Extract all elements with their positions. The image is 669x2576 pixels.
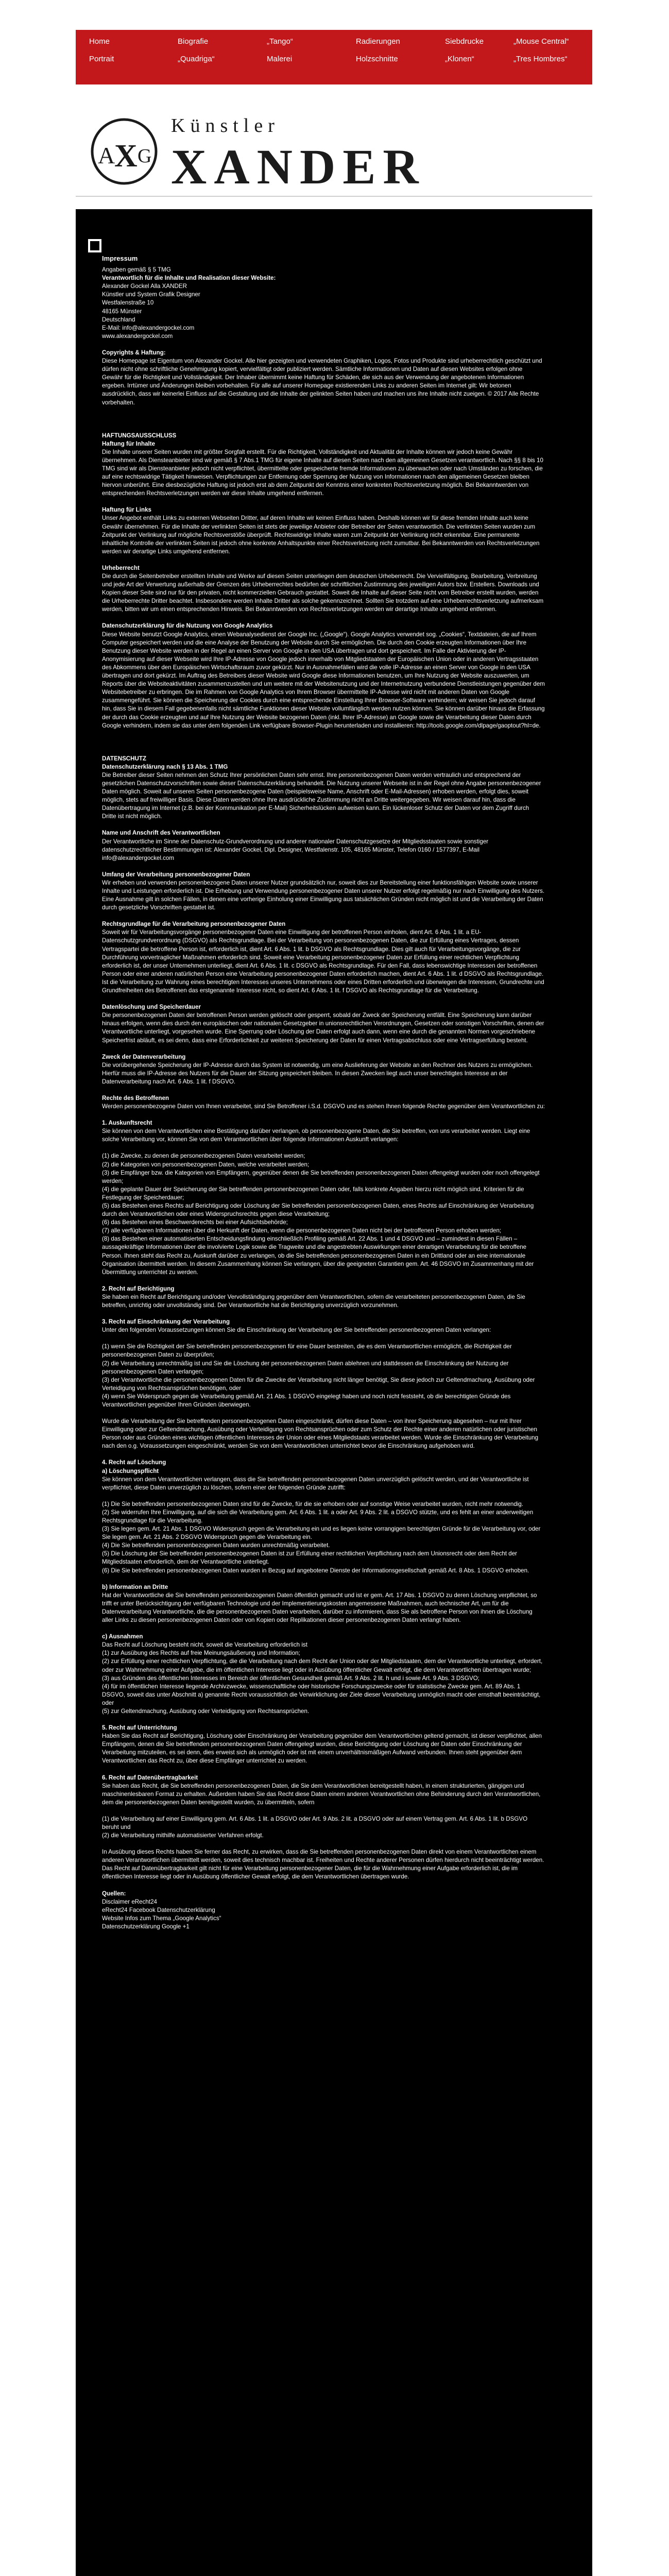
nav-item-malerei[interactable]: Malerei [267, 55, 293, 63]
list-item: (3) aus Gründen des öffentlichen Interesses im Bereich der öffentlichen Gesundheit gemäß Art. 9 Abs. 2 lit. h und i sowie Art. 9 Abs. 3 DSGVO; [102, 1674, 479, 1682]
nav-item-radierungen[interactable]: Radierungen [356, 37, 400, 46]
logo-emblem-icon [89, 116, 160, 187]
nav-row-2 [76, 55, 592, 70]
source-link[interactable]: eRecht24 Facebook Datenschutzerklärung [102, 1906, 215, 1913]
list-item: (3) Sie legen gem. Art. 21 Abs. 1 DSGVO Widerspruch gegen die Verarbeitung ein und es liegen keine vorrangigen berechtigten Gründe für die Verarbeitung vor, oder Sie legen gem. Art. 21 Abs. 2 DSGVO Widerspruch gegen die Verarbeitung ein. [102, 1526, 541, 1541]
rights-subheading: c) Ausnahmen [102, 1633, 143, 1640]
nav-item-tango[interactable]: „Tango“ [267, 37, 293, 46]
section-text: Diese Homepage ist Eigentum von Alexander Gockel. Alle hier gezeigten und verwendeten Graphiken, Logos, Fotos und Produkte sind urheberrechtlich geschützt und dürfen nicht ohne schriftliche Genehmigung kopiert, vervielfältigt oder publiziert werden. Sämtliche Informationen und Daten auf diesen Websites erfolgen ohne Gewähr für die Richtigkeit und Vollständigkeit. Der Inhaber übernimmt keine Haftung für Schäden, die sich aus der Verwendung der angebotenen Informationen ergeben. Irrtümer und Änderungen bleiben vorbehalten. Für alle auf unserer Homepage existierenden Links zu anderen Seiten im Internet gilt: Wir betonen ausdrücklich, dass wir keinerlei Einfluss auf die Gestaltung und die Inhalte der gelinkten Seiten haben und machen uns ihre Inhalte nicht zueigen. © 2017 Alle Rechte vorbehalten. [102, 358, 542, 406]
list-item: (2) die Verarbeitung mithilfe automatisierter Verfahren erfolgt. [102, 1832, 264, 1839]
impressum-line: Künstler und System Grafik Designer [102, 291, 200, 298]
nav-item-tres-hombres[interactable]: „Tres Hombres“ [513, 55, 568, 63]
section-text: Werden personenbezogene Daten von Ihnen verarbeitet, sind Sie Betroffener i.S.d. DSGVO und es stehen Ihnen folgende Rechte gegenüber dem Verantwortlichen zu: [102, 1103, 545, 1110]
svg-text:X: X [114, 139, 138, 174]
site-logo[interactable] [89, 116, 160, 187]
section-text: Das Recht auf Löschung besteht nicht, soweit die Verarbeitung erforderlich ist [102, 1641, 307, 1649]
list-item: (2) Sie widerrufen Ihre Einwilligung, auf die sich die Verarbeitung gem. Art. 6 Abs. 1 lit. a oder Art. 9 Abs. 2 lit. a DSGVO stützte, und es fehlt an einer anderweitigen Rechtsgrundlage für die Verarbeitung. [102, 1509, 534, 1524]
rights-subheading: b) Information an Dritte [102, 1583, 168, 1590]
list-item: (3) der Verantwortliche die personenbezogenen Daten für die Zwecke der Verarbeitung nicht länger benötigt, Sie diese jedoch zur Geltendmachung, Ausübung oder Verteidigung von Rechtsansprüchen benötigen, oder [102, 1376, 535, 1392]
email-link[interactable]: E-Mail: info@alexandergockel.com [102, 324, 195, 331]
section-heading: Zweck der Datenverarbeitung [102, 1053, 186, 1060]
section-text: Sie haben ein Recht auf Berichtigung und/oder Vervollständigung gegenüber dem Verantwortlichen, sofern die verarbeiteten personenbezogenen Daten, die Sie betreffen, unrichtig oder unvollständig sind. Der Verantwortliche hat die Berichtigung unverzüglich vorzunehmen. [102, 1293, 525, 1309]
list-item: (6) Die Sie betreffenden personenbezogenen Daten wurden in Bezug auf angebotene Dienste der Informationsgesellschaft gemäß Art. 8 Abs. 1 DSGVO erhoben. [102, 1567, 529, 1574]
section-heading: Umfang der Verarbeitung personenbezogener Daten [102, 871, 250, 878]
nav-item-klonen[interactable]: „Klonen“ [445, 55, 474, 63]
square-icon [88, 239, 101, 252]
list-item: (5) zur Geltendmachung, Ausübung oder Verteidigung von Rechtsansprüchen. [102, 1707, 310, 1715]
section-heading: Name und Anschrift des Verantwortlichen [102, 829, 220, 837]
site-title-kuenstler: Künstler [171, 115, 280, 137]
list-item: (2) zur Erfüllung einer rechtlichen Verpflichtung, die die Verarbeitung nach dem Recht der Union oder der Mitgliedstaaten, dem der Verantwortliche unterliegt, erfordert, oder zur Wahrnehmung einer Aufgabe, die im öffentlichen Interesse liegt oder in Ausübung öffentlicher Gewalt erfolgt, die dem Verantwortlichen übertragen wurde; [102, 1658, 543, 1673]
rights-heading: 3. Recht auf Einschränkung der Verarbeitung [102, 1318, 230, 1326]
section-text: Haben Sie das Recht auf Berichtigung, Löschung oder Einschränkung der Verarbeitung gegenüber dem Verantwortlichen geltend gemacht, ist dieser verpflichtet, allen Empfängern, denen die Sie betreffenden personenbezogenen Daten offengelegt wurden, diese Berichtigung oder Löschung der Daten oder Einschränkung der Verarbeitung mitzuteilen, es sei denn, dies erweist sich als unmöglich oder ist mit einem unverhältnismäßigen Aufwand verbunden. Ihnen steht gegenüber dem Verantwortlichen das Recht zu, über diese Empfänger unterrichtet zu werden. [102, 1733, 542, 1765]
section-text: Sie können von dem Verantwortlichen eine Bestätigung darüber verlangen, ob personenbezogene Daten, die Sie betreffen, von uns verarbeitet werden. Liegt eine solche Verarbeitung vor, können Sie von dem Verantwortlichen über folgende Informationen Auskunft verlangen: [102, 1128, 530, 1143]
section-heading: Quellen: [102, 1890, 126, 1897]
nav-item-mouse-central[interactable]: „Mouse Central“ [513, 37, 569, 46]
nav-item-biografie[interactable]: Biografie [178, 37, 209, 46]
section-heading: Urheberrecht [102, 564, 140, 571]
section-heading: Rechte des Betroffenen [102, 1094, 169, 1101]
rights-heading: 6. Recht auf Datenübertragbarkeit [102, 1774, 198, 1781]
svg-text:G: G [138, 145, 152, 167]
list-item: (4) Die Sie betreffenden personenbezogenen Daten wurden unrechtmäßig verarbeitet. [102, 1542, 330, 1549]
main-navigation [76, 30, 592, 84]
list-item: (3) die Empfänger bzw. die Kategorien von Empfängern, gegenüber denen die Sie betreffenden personenbezogenen Daten offengelegt wurden oder noch offengelegt werden; [102, 1169, 540, 1184]
rights-list [102, 1152, 545, 1276]
section-heading: HAFTUNGSAUSSCHLUSS [102, 432, 177, 439]
section-text: Diese Website benutzt Google Analytics, einen Webanalysedienst der Google Inc. („Google“). Google Analytics verwendet sog. „Cookies“, Textdateien, die auf Ihrem Computer gespeichert werden und die eine Analyse der Benutzung der Website durch Sie ermöglichen. Die durch den Cookie erzeugten Informationen über Ihre Benutzung dieser Website werden in der Regel an einen Server von Google in den USA übertragen und dort gespeichert. Im Falle der Aktivierung der IP-Anonymisierung auf dieser Webseite wird Ihre IP-Adresse von Google jedoch innerhalb von Mitgliedstaaten der Europäischen Union oder in anderen Vertragsstaaten des Abkommens über den Europäischen Wirtschaftsraum zuvor gekürzt. Nur in Ausnahmefällen wird die volle IP-Adresse an einen Server von Google in den USA übertragen und dort gekürzt. Im Auftrag des Betreibers dieser Website wird Google diese Informationen benutzen, um Ihre Nutzung der Website auszuwerten, um Reports über die Websiteaktivitäten zusammenzustellen und um weitere mit der Websitenutzung und der Internetnutzung verbundene Dienstleistungen gegenüber dem Websitebetreiber zu erbringen. Die im Rahmen von Google Analytics von Ihrem Browser übermittelte IP-Adresse wird nicht mit anderen Daten von Google zusammengeführt. Sie können die Speicherung der Cookies durch eine entsprechende Einstellung Ihrer Browser-Software verhindern; wir weisen Sie jedoch darauf hin, dass Sie in diesem Fall gegebenenfalls nicht sämtliche Funktionen dieser Website vollumfänglich werden nutzen können. Sie können darüber hinaus die Erfassung der durch das Cookie erzeugten und auf Ihre Nutzung der Website bezogenen Daten (inkl. Ihrer IP-Adresse) an Google sowie die Verarbeitung dieser Daten durch Google verhindern, indem sie das unter dem folgenden Link verfügbare Browser-Plugin herunterladen und installieren: http://tools.google.com/dlpage/gaoptout?hl=de. [102, 631, 545, 729]
impressum-line: Verantwortlich für die Inhalte und Realisation dieser Website: [102, 275, 276, 282]
list-item: (5) Die Löschung der Sie betreffenden personenbezogenen Daten ist zur Erfüllung einer rechtlichen Verpflichtung nach dem Unionsrecht oder dem Recht der Mitgliedstaaten erforderlich, dem der Verantwortliche unterliegt. [102, 1550, 518, 1566]
impressum-address [102, 266, 545, 341]
section-text: Die vorübergehende Speicherung der IP-Adresse durch das System ist notwendig, um eine Auslieferung der Website an den Rechner des Nutzers zu ermöglichen. Hierfür muss die IP-Adresse des Nutzers für die Dauer der Sitzung gespeichert bleiben. In diesen Zwecken liegt auch unser berechtigtes Interesse an der Datenverarbeitung nach Art. 6 Abs. 1 lit. f DSGVO. [102, 1061, 533, 1085]
section-text: Sie können von dem Verantwortlichen verlangen, dass die Sie betreffenden personenbezogenen Daten unverzüglich gelöscht werden, und der Verantwortliche ist verpflichtet, diese Daten unverzüglich zu löschen, sofern einer der folgenden Gründe zutrifft: [102, 1476, 529, 1491]
list-item: (2) die Kategorien von personenbezogenen Daten, welche verarbeitet werden; [102, 1161, 310, 1168]
nav-item-holzschnitte[interactable]: Holzschnitte [356, 55, 398, 63]
website-link[interactable]: www.alexandergockel.com [102, 332, 173, 340]
nav-item-home[interactable]: Home [89, 37, 110, 46]
list-item: (7) alle verfügbaren Informationen über die Herkunft der Daten, wenn die personenbezogenen Daten nicht bei der betroffenen Person erhoben werden; [102, 1227, 502, 1234]
section-heading: Datenschutzerklärung für die Nutzung von Google Analytics [102, 622, 273, 630]
section-text: Die Inhalte unserer Seiten wurden mit größter Sorgfalt erstellt. Für die Richtigkeit, Vollständigkeit und Aktualität der Inhalte können wir jedoch keine Gewähr übernehmen. Als Diensteanbieter sind wir gemäß § 7 Abs.1 TMG für eigene Inhalte auf diesen Seiten nach den allgemeinen Gesetzen verantwortlich. Nach §§ 8 bis 10 TMG sind wir als Diensteanbieter jedoch nicht verpflichtet, übermittelte oder gespeicherte fremde Informationen zu überwachen oder nach Umständen zu forschen, die auf eine rechtswidrige Tätigkeit hinweisen. Verpflichtungen zur Entfernung oder Sperrung der Nutzung von Informationen nach den allgemeinen Gesetzen bleiben hiervon unberührt. Eine diesbezügliche Haftung ist jedoch erst ab dem Zeitpunkt der Kenntnis einer konkreten Rechtsverletzung möglich. Bei Bekanntwerden von entsprechenden Rechtsverletzungen werden wir diese Inhalte umgehend entfernen. [102, 448, 543, 497]
section-text: Die Betreiber dieser Seiten nehmen den Schutz Ihrer persönlichen Daten sehr ernst. Ihre personenbezogenen Daten werden vertraulich und entsprechend der gesetzlichen Datenschutzvorschriften sowie dieser Datenschutzerklärung behandelt. Die Nutzung unserer Webseite ist in der Regel ohne Angabe personenbezogener Daten möglich. Soweit auf unseren Seiten personenbezogene Daten (beispielsweise Name, Anschrift oder E-Mail-Adressen) erhoben werden, erfolgt dies, soweit möglich, stets auf freiwilliger Basis. Diese Daten werden ohne Ihre ausdrückliche Zustimmung nicht an Dritte weitergegeben. Wir weisen darauf hin, dass die Datenübertragung im Internet (z.B. bei der Kommunikation per E-Mail) Sicherheitslücken aufweisen kann. Ein lückenloser Schutz der Daten vor dem Zugriff durch Dritte ist nicht möglich. [102, 771, 541, 820]
section-heading: Rechtsgrundlage für die Verarbeitung personenbezogener Daten [102, 921, 286, 928]
impressum-line: Alexander Gockel Alla XANDER [102, 283, 187, 290]
impressum-content [102, 255, 545, 1939]
list-item: (2) die Verarbeitung unrechtmäßig ist und Sie die Löschung der personenbezogenen Daten ablehnen und stattdessen die Einschränkung der Nutzung der personenbezogenen Daten verlangen; [102, 1360, 509, 1375]
rights-heading: 1. Auskunftsrecht [102, 1120, 152, 1127]
section-text: Der Verantwortliche im Sinne der Datenschutz-Grundverordnung und anderer nationaler Datenschutzgesetze der Mitgliedsstaaten sowie sonstiger datenschutzrechtlicher Bestimmungen ist: Alexander Gockel, Dipl. Designer, Westfalenstr. 105, 48165 Münster, Telefon 0160 / 1577397, E-Mail info@alexandergockel.com [102, 838, 489, 861]
section-heading: Datenlöschung und Speicherdauer [102, 1004, 201, 1011]
impressum-line: Westfalenstraße 10 [102, 299, 154, 307]
section-text: Wurde die Verarbeitung der Sie betreffenden personenbezogenen Daten eingeschränkt, dürfen diese Daten – von ihrer Speicherung abgesehen – nur mit Ihrer Einwilligung oder zur Geltendmachung, Ausübung oder Verteidigung von Rechtsansprüchen oder zum Schutz der Rechte einer anderen natürlichen oder juristischen Person oder aus Gründen eines wichtigen öffentlichen Interesses der Union oder eines Mitgliedstaats verarbeitet werden. Wurde die Einschränkung der Verarbeitung nach den o.g. Voraussetzungen eingeschränkt, werden Sie von dem Verantwortlichen unterrichtet bevor die Einschränkung aufgehoben wird. [102, 1418, 539, 1450]
rights-heading: 4. Recht auf Löschung [102, 1459, 166, 1466]
list-item: (1) die Verarbeitung auf einer Einwilligung gem. Art. 6 Abs. 1 lit. a DSGVO oder Art. 9 Abs. 2 lit. a DSGVO oder auf einem Vertrag gem. Art. 6 Abs. 1 lit. b DSGVO beruht und [102, 1815, 528, 1831]
list-item: (4) die geplante Dauer der Speicherung der Sie betreffenden personenbezogenen Daten oder, falls konkrete Angaben hierzu nicht möglich sind, Kriterien für die Festlegung der Speicherdauer; [102, 1185, 524, 1201]
list-item: (4) wenn Sie Widerspruch gegen die Verarbeitung gemäß Art. 21 Abs. 1 DSGVO eingelegt haben und noch nicht feststeht, ob die berechtigten Gründe des Verantwortlichen gegenüber Ihren Gründen überwiegen. [102, 1393, 511, 1408]
section-subheading: Haftung für Inhalte [102, 440, 156, 447]
page-title: Impressum [102, 255, 138, 262]
rights-list [102, 1649, 545, 1716]
section-text: Unser Angebot enthält Links zu externen Webseiten Dritter, auf deren Inhalte wir keinen Einfluss haben. Deshalb können wir für diese fremden Inhalte auch keine Gewähr übernehmen. Für die Inhalte der verlinkten Seiten ist stets der jeweilige Anbieter oder Betreiber der Seiten verantwortlich. Die verlinkten Seiten wurden zum Zeitpunkt der Verlinkung auf mögliche Rechtsverstöße überprüft. Rechtswidrige Inhalte waren zum Zeitpunkt der Verlinkung nicht erkennbar. Eine permanente inhaltliche Kontrolle der verlinkten Seiten ist jedoch ohne konkrete Anhaltspunkte einer Rechtsverletzung nicht zumutbar. Bei Bekanntwerden von Rechtsverletzungen werden wir derartige Links umgehend entfernen. [102, 515, 540, 555]
nav-item-portrait[interactable]: Portrait [89, 55, 114, 63]
nav-item-quadriga[interactable]: „Quadriga“ [178, 55, 215, 63]
rights-list [102, 1500, 545, 1575]
impressum-line: 48165 Münster [102, 308, 142, 315]
list-item: (1) Die Sie betreffenden personenbezogenen Daten sind für die Zwecke, für die sie erhoben oder auf sonstige Weise verarbeitet wurden, nicht mehr notwendig. [102, 1500, 524, 1507]
section-text: In Ausübung dieses Rechts haben Sie ferner das Recht, zu erwirken, dass die Sie betreffenden personenbezogenen Daten direkt von einem Verantwortlichen einem anderen Verantwortlichen übermittelt werden, soweit dies technisch machbar ist. Freiheiten und Rechte anderer Personen dürfen hierdurch nicht beeinträchtigt werden. Das Recht auf Datenübertragbarkeit gilt nicht für eine Verarbeitung personenbezogener Daten, die für die Wahrnehmung einer Aufgabe erforderlich ist, die im öffentlichen Interesse liegt oder in Ausübung öffentlicher Gewalt erfolgt, die dem Verantwortlichen übertragen wurde. [102, 1849, 544, 1880]
list-item: (1) die Zwecke, zu denen die personenbezogenen Daten verarbeitet werden; [102, 1153, 305, 1160]
sources-list [102, 1898, 545, 1931]
list-item: (6) das Bestehen eines Beschwerderechts bei einer Aufsichtsbehörde; [102, 1219, 288, 1226]
rights-heading: 5. Recht auf Unterrichtung [102, 1724, 177, 1732]
list-item: (8) das Bestehen einer automatisierten Entscheidungsfindung einschließlich Profiling gemäß Art. 22 Abs. 1 und 4 DSGVO und – zumindest in diesen Fällen – aussagekräftige Informationen über die involvierte Logik sowie die Tragweite und die angestrebten Auswirkungen einer derartigen Verarbeitung für die betroffene Person. Ihnen steht das Recht zu, Auskunft darüber zu verlangen, ob die Sie betreffenden personenbezogenen Daten in ein Drittland oder an eine internationale Organisation übermittelt werden. In diesem Zusammenhang können Sie verlangen, über die geeigneten Garantien gem. Art. 46 DSGVO im Zusammenhang mit der Übermittlung unterrichtet zu werden. [102, 1235, 534, 1276]
section-text: Sie haben das Recht, die Sie betreffenden personenbezogenen Daten, die Sie dem Verantwortlichen bereitgestellt haben, in einem strukturierten, gängigen und maschinenlesbaren Format zu erhalten. Außerdem haben Sie das Recht diese Daten einem anderen Verantwortlichen ohne Behinderung durch den Verantwortlichen, dem die personenbezogenen Daten bereitgestellt wurden, zu übermitteln, sofern [102, 1782, 541, 1806]
rights-list [102, 1815, 545, 1840]
svg-text:A: A [98, 142, 115, 168]
nav-row-1 [76, 37, 592, 53]
source-link[interactable]: Datenschutzerklärung Google +1 [102, 1923, 190, 1930]
section-text: Hat der Verantwortliche die Sie betreffenden personenbezogenen Daten öffentlich gemacht und ist er gem. Art. 17 Abs. 1 DSGVO zu deren Löschung verpflichtet, so trifft er unter Berücksichtigung der verfügbaren Technologie und der Implementierungskosten angemessene Maßnahmen, auch technischer Art, um für die Datenverarbeitung Verantwortliche, die die personenbezogenen Daten verarbeiten, darüber zu informieren, dass Sie als betroffene Person von ihnen die Löschung aller Links zu diesen personenbezogenen Daten oder von Kopien oder Replikationen dieser personenbezogenen Daten verlangt haben. [102, 1591, 537, 1624]
section-text: Die durch die Seitenbetreiber erstellten Inhalte und Werke auf diesen Seiten unterliegen dem deutschen Urheberrecht. Die Vervielfältigung, Bearbeitung, Verbreitung und jede Art der Verwertung außerhalb der Grenzen des Urheberrechtes bedürfen der schriftlichen Zustimmung des jeweiligen Autors bzw. Erstellers. Downloads und Kopien dieser Seite sind nur für den privaten, nicht kommerziellen Gebrauch gestattet. Soweit die Inhalte auf dieser Seite nicht vom Betreiber erstellt wurden, werden die Urheberrechte Dritter beachtet. Insbesondere werden Inhalte Dritter als solche gekennzeichnet. Sollten Sie trotzdem auf eine Urheberrechtsverletzung aufmerksam werden, bitten wir um einen entsprechenden Hinweis. Bei Bekanntwerden von Rechtsverletzungen werden wir derartige Inhalte umgehend entfernen. [102, 573, 544, 613]
list-item: (1) wenn Sie die Richtigkeit der Sie betreffenden personenbezogenen für eine Dauer bestreiten, die es dem Verantwortlichen ermöglicht, die Richtigkeit der personenbezogenen Daten zu überprüfen; [102, 1343, 512, 1359]
header-divider [76, 196, 592, 197]
source-link[interactable]: Website Infos zum Thema „Google Analytics“ [102, 1914, 221, 1922]
impressum-line: Deutschland [102, 316, 135, 323]
section-heading: DATENSCHUTZ [102, 755, 147, 762]
section-text: Unter den folgenden Voraussetzungen können Sie die Einschränkung der Verarbeitung der Sie betreffenden personenbezogenen Daten verlangen: [102, 1327, 491, 1334]
source-link[interactable]: Disclaimer eRecht24 [102, 1898, 157, 1905]
list-item: (4) für im öffentlichen Interesse liegende Archivzwecke, wissenschaftliche oder historische Forschungszwecke oder für statistische Zwecke gem. Art. 89 Abs. 1 DSGVO, soweit das unter Abschnitt a) genannte Recht voraussichtlich die Verwirklichung der Ziele dieser Verarbeitung unmöglich macht oder ernsthaft beeinträchtigt, oder [102, 1683, 541, 1706]
rights-list [102, 1343, 545, 1409]
section-text: Wir erheben und verwenden personenbezogene Daten unserer Nutzer grundsätzlich nur, soweit dies zur Bereitstellung einer funktionsfähigen Website sowie unserer Inhalte und Leistungen erforderlich ist. Die Erhebung und Verwendung personenbezogener Daten unserer Nutzer erfolgt regelmäßig nur nach Einwilligung des Nutzers. Eine Ausnahme gilt in solchen Fällen, in denen eine vorherige Einholung einer Einwilligung aus tatsächlichen Gründen nicht möglich ist und die Verarbeitung der Daten durch gesetzliche Vorschriften gestattet ist. [102, 879, 545, 911]
section-text: Soweit wir für Verarbeitungsvorgänge personenbezogener Daten eine Einwilligung der betroffenen Person einholen, dient Art. 6 Abs. 1 lit. a EU-Datenschutzgrundverordnung (DSGVO) als Rechtsgrundlage. Bei der Verarbeitung von personenbezogenen Daten, die zur Erfüllung eines Vertrages, dessen Vertragspartei die betroffene Person ist, erforderlich ist, dient Art. 6 Abs. 1 lit. b DSGVO als Rechtsgrundlage. Dies gilt auch für Verarbeitungsvorgänge, die zur Durchführung vorvertraglicher Maßnahmen erforderlich sind. Soweit eine Verarbeitung personenbezogener Daten zur Erfüllung einer rechtlichen Verpflichtung erforderlich ist, der unser Unternehmen unterliegt, dient Art. 6 Abs. 1 lit. c DSGVO als Rechtsgrundlage. Für den Fall, dass lebenswichtige Interessen der betroffenen Person oder einer anderen natürlichen Person eine Verarbeitung personenbezogener Daten erforderlich machen, dient Art. 6 Abs. 1 lit. d DSGVO als Rechtsgrundlage. Ist die Verarbeitung zur Wahrung eines berechtigten Interesses unseres Unternehmens oder eines Dritten erforderlich und überwiegen die Interessen, Grundrechte und Grundfreiheiten des Betroffenen das erstgenannte Interesse nicht, so dient Art. 6 Abs. 1 lit. f DSGVO als Rechtsgrundlage für die Verarbeitung. [102, 929, 544, 994]
section-subheading: Datenschutzerklärung nach § 13 Abs. 1 TMG [102, 763, 228, 770]
section-heading: Haftung für Links [102, 506, 151, 514]
content-panel [76, 209, 592, 2576]
impressum-line: Angaben gemäß § 5 TMG [102, 266, 171, 274]
rights-heading: 2. Recht auf Berichtigung [102, 1285, 175, 1292]
list-item: (5) das Bestehen eines Rechts auf Berichtigung oder Löschung der Sie betreffenden personenbezogenen Daten, eines Rechts auf Einschränkung der Verarbeitung durch den Verantwortlichen oder eines Widerspruchsrechts gegen diese Verarbeitung; [102, 1202, 534, 1218]
list-item: (1) zur Ausübung des Rechts auf freie Meinungsäußerung und Information; [102, 1650, 300, 1657]
nav-item-siebdrucke[interactable]: Siebdrucke [445, 37, 484, 46]
site-title-xander: XANDER [171, 139, 426, 194]
section-text: Die personenbezogenen Daten der betroffenen Person werden gelöscht oder gesperrt, sobald der Zweck der Speicherung entfällt. Eine Speicherung kann darüber hinaus erfolgen, wenn dies durch den europäischen oder nationalen Gesetzgeber in unionsrechtlichen Verordnungen, Gesetzen oder sonstigen Vorschriften, denen der Verantwortliche unterliegt, vorgesehen wurde. Eine Sperrung oder Löschung der Daten erfolgt auch dann, wenn eine durch die genannten Normen vorgeschriebene Speicherfrist abläuft, es sei denn, dass eine Erforderlichkeit zur weiteren Speicherung der Daten für einen Vertragsabschluss oder eine Vertragserfüllung besteht. [102, 1012, 544, 1044]
section-heading: Copyrights & Haftung: [102, 349, 166, 356]
rights-subheading: a) Löschungspflicht [102, 1467, 159, 1475]
